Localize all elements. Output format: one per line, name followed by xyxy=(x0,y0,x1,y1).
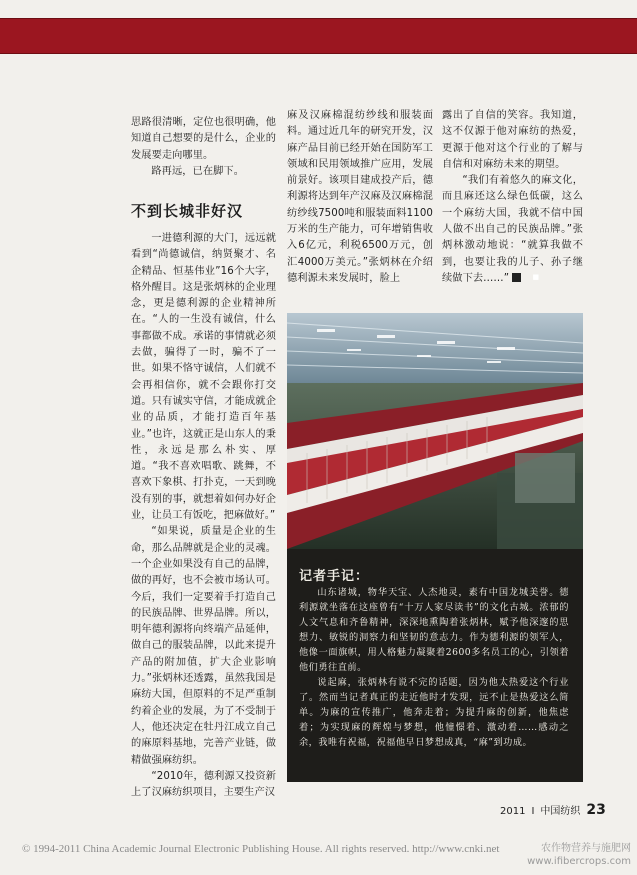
text-column-1-body xyxy=(131,231,276,801)
footer-separator: I xyxy=(531,806,535,817)
notes-title: 记者手记： xyxy=(299,569,370,584)
paragraph: 思路很清晰，定位也很明确，他知道自己想要的是什么，企业的发展要走向哪里。 xyxy=(131,117,276,161)
paragraph: “2010年，德利源又投资新上了汉麻纺织项目，主要生产汉 xyxy=(131,770,276,799)
text-column-2 xyxy=(287,108,433,287)
paragraph: 露出了自信的笑容。我知道，这不仅源于他对麻纺的热爱，更源于他对这个行业的了解与自信和对麻纺未来的期望。 xyxy=(442,110,583,170)
paragraph: 山东诸城，物华天宝、人杰地灵，素有中国龙城美誉。德利源就坐落在这座曾有“十万人家尽读书”的文化古城。浓郁的人文气息和齐鲁精神，深深地熏陶着张炳林，赋予他深邃的思想力、敏锐的洞察力和坚韧的意志力。作为德利源的领军人，他像一面旗帜，用人格魅力凝聚着2600多名员工的心，引领着他们勇往直前。 xyxy=(299,587,569,673)
paragraph: 路再远，已在脚下。 xyxy=(151,165,244,177)
reporter-notes-box xyxy=(287,549,583,782)
page-footer xyxy=(500,802,606,818)
quote-text: “我们有着悠久的麻文化，而且麻还这么绿色低碳，这么一个麻纺大国，我就不信中国人做不出自己的民族品牌。”张炳林激动地说：“就算我做不到，也要让我的儿子、孙子继续做下去……” xyxy=(442,175,583,284)
factory-photo xyxy=(287,313,583,549)
text-column-1 xyxy=(131,115,276,180)
watermark-line: 农作物营养与施肥网 xyxy=(541,843,631,854)
watermark xyxy=(527,842,631,868)
spinning-mill-image xyxy=(287,313,583,549)
footer-year: 2011 xyxy=(500,806,526,817)
paragraph xyxy=(442,173,583,287)
section-heading: 不到长城非好汉 xyxy=(131,202,244,220)
watermark-line: www.ifibercrops.com xyxy=(527,856,631,867)
end-mark-icon: ■ xyxy=(512,273,521,282)
copyright-line: © 1994-2011 China Academic Journal Electronic Publishing House. All rights reserved. http://www.cnki.net xyxy=(22,843,500,855)
paragraph: 麻及汉麻棉混纺纱线和服装面料。通过近几年的研究开发，汉麻产品目前已经开始在国防军工领域和民用领域推广应用，发展前景好。该项目建成投产后，德利源将达到年产汉麻及汉麻棉混纺纱线7500吨和服装面料1100万米的生产能力，可年增销售收入6亿元，利税6500万元，创汇4000万美元。”张炳林在介绍德利源未来发展时，脸上 xyxy=(287,110,433,284)
page-number: 23 xyxy=(586,802,606,818)
header-bar xyxy=(0,18,637,54)
notes-body xyxy=(299,585,569,750)
journal-name: 中国纺织 xyxy=(540,806,581,817)
paragraph: 一进德利源的大门，远远就看到“尚德诚信，纳贤聚才、名企精品、恒基伟业”16个大字，格外醒目。这是张炳林的企业理念，更是德利源的企业精神所在。“人的一生没有诚信，什么事都做不成。承诺的事情就必须去做，骗得了一时，骗不了一世。如果不恪守诚信，人们就不会再相信你，就不会跟你打交道。只有诚实守信，才能成就企业的品质，才能打造百年基业。”也许，这就正是山东人的秉性，永远是那么朴实、厚道。“我不喜欢唱歌、跳舞，不喜欢下象棋、打扑克，一天到晚没有别的事，就想着如何办好企业，让员工有饭吃，把麻做好。” xyxy=(131,233,276,522)
paragraph: 说起麻，张炳林有说不完的话题，因为他太热爱这个行业了。然而当记者真正的走近他时才发现，远不止是热爱这么简单。为麻的宣传推广，他奔走着；为提升麻的创新，他焦虑着；为实现麻的辉煌与梦想，他憧憬着、激动着……感动之余，我唯有祝福，祝福他早日梦想成真，“麻”到功成。 xyxy=(299,677,569,748)
text-column-3 xyxy=(442,108,583,287)
paragraph: “如果说，质量是企业的生命，那么品牌就是企业的灵魂。一个企业如果没有自己的品牌，做的再好，也不会被市场认可。今后，我们一定要着手打造自己的民族品牌、世界品牌。所以，明年德利源将向终端产品延伸，做自己的服装品牌，以此来提升产品的附加值，扩大企业影响力。”张炳林还透露，虽然我国是麻纺大国，但原料的不足严重制约着企业的发展，为了不受制于人，他还决定在牡丹江成立自己的麻原料基地，完善产业链，做精做强麻纺织。 xyxy=(131,526,276,766)
